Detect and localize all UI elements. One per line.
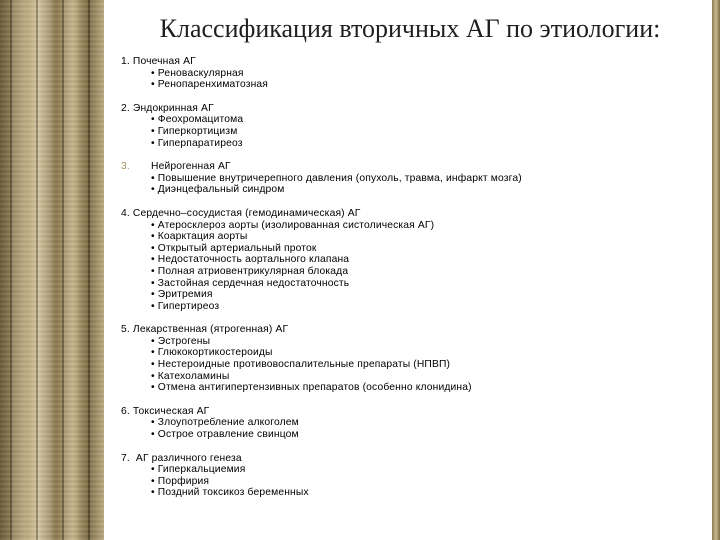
- section-number: 5.: [121, 324, 130, 336]
- section-heading: [121, 406, 681, 418]
- list-item: • Диэнцефальный синдром: [121, 184, 681, 196]
- list-item: • Повышение внутричерепного давления (опухоль, травма, инфаркт мозга): [121, 173, 681, 185]
- section-title: Эндокринная АГ: [132, 102, 214, 114]
- list-item: • Застойная сердечная недостаточность: [121, 278, 681, 290]
- list-item: • Порфирия: [121, 476, 681, 488]
- section-cardiovascular: [121, 208, 681, 312]
- list-item: • Феохромацитома: [121, 114, 681, 126]
- section-renal: [121, 56, 681, 91]
- list-item: • Эритремия: [121, 289, 681, 301]
- list-item: • Острое отравление свинцом: [121, 429, 681, 441]
- section-title: Лекарственная (ятрогенная) АГ: [132, 324, 289, 336]
- section-heading: [121, 103, 681, 115]
- list-item: • Гиперкальциемия: [121, 464, 681, 476]
- section-neurogenic: [121, 161, 681, 196]
- section-title: Нейрогенная АГ: [151, 161, 231, 173]
- section-title: Токсическая АГ: [132, 405, 210, 417]
- section-number: 6.: [121, 405, 130, 417]
- section-heading: [121, 324, 681, 336]
- list-item: • Ренопаренхиматозная: [121, 79, 681, 91]
- section-heading: [121, 453, 681, 465]
- list-item: • Реноваскулярная: [121, 68, 681, 80]
- list-item: • Злоупотребление алкоголем: [121, 417, 681, 429]
- list-item: • Отмена антигипертензивных препаратов (особенно клонидина): [121, 382, 681, 394]
- section-heading: [121, 208, 681, 220]
- section-endocrine: [121, 103, 681, 149]
- list-item: • Атеросклероз аорты (изолированная систолическая АГ): [121, 220, 681, 232]
- decorative-border-left: [0, 0, 104, 540]
- classification-list: [121, 56, 681, 511]
- section-number: 7.: [121, 452, 130, 464]
- list-item: • Нестероидные противовоспалительные препараты (НПВП): [121, 359, 681, 371]
- list-item: • Недостаточность аортального клапана: [121, 254, 681, 266]
- decorative-border-right: [712, 0, 720, 540]
- list-item: • Эстрогены: [121, 336, 681, 348]
- section-title: Сердечно–сосудистая (гемодинамическая) АГ: [132, 207, 361, 219]
- section-various: [121, 453, 681, 499]
- section-heading: [121, 56, 681, 68]
- section-title: АГ различного генеза: [135, 452, 242, 464]
- list-item: • Гиперпаратиреоз: [121, 138, 681, 150]
- section-heading: [121, 161, 681, 173]
- list-item: • Открытый артериальный проток: [121, 243, 681, 255]
- section-toxic: [121, 406, 681, 441]
- slide-title: Классификация вторичных АГ по этиологии:: [159, 14, 661, 43]
- section-number: 3.: [121, 161, 130, 173]
- section-title: Почечная АГ: [132, 56, 196, 67]
- section-number: 2.: [121, 102, 130, 114]
- section-drug-induced: [121, 324, 681, 394]
- list-item: • Глюкокортикостероиды: [121, 347, 681, 359]
- list-item: • Гиперкортицизм: [121, 126, 681, 138]
- list-item: • Поздний токсикоз беременных: [121, 487, 681, 499]
- list-item: • Полная атриовентрикулярная блокада: [121, 266, 681, 278]
- list-item: • Гипертиреоз: [121, 301, 681, 313]
- list-item: • Коарктация аорты: [121, 231, 681, 243]
- list-item: • Катехоламины: [121, 371, 681, 383]
- section-number: 1.: [121, 56, 130, 67]
- section-number: 4.: [121, 207, 130, 219]
